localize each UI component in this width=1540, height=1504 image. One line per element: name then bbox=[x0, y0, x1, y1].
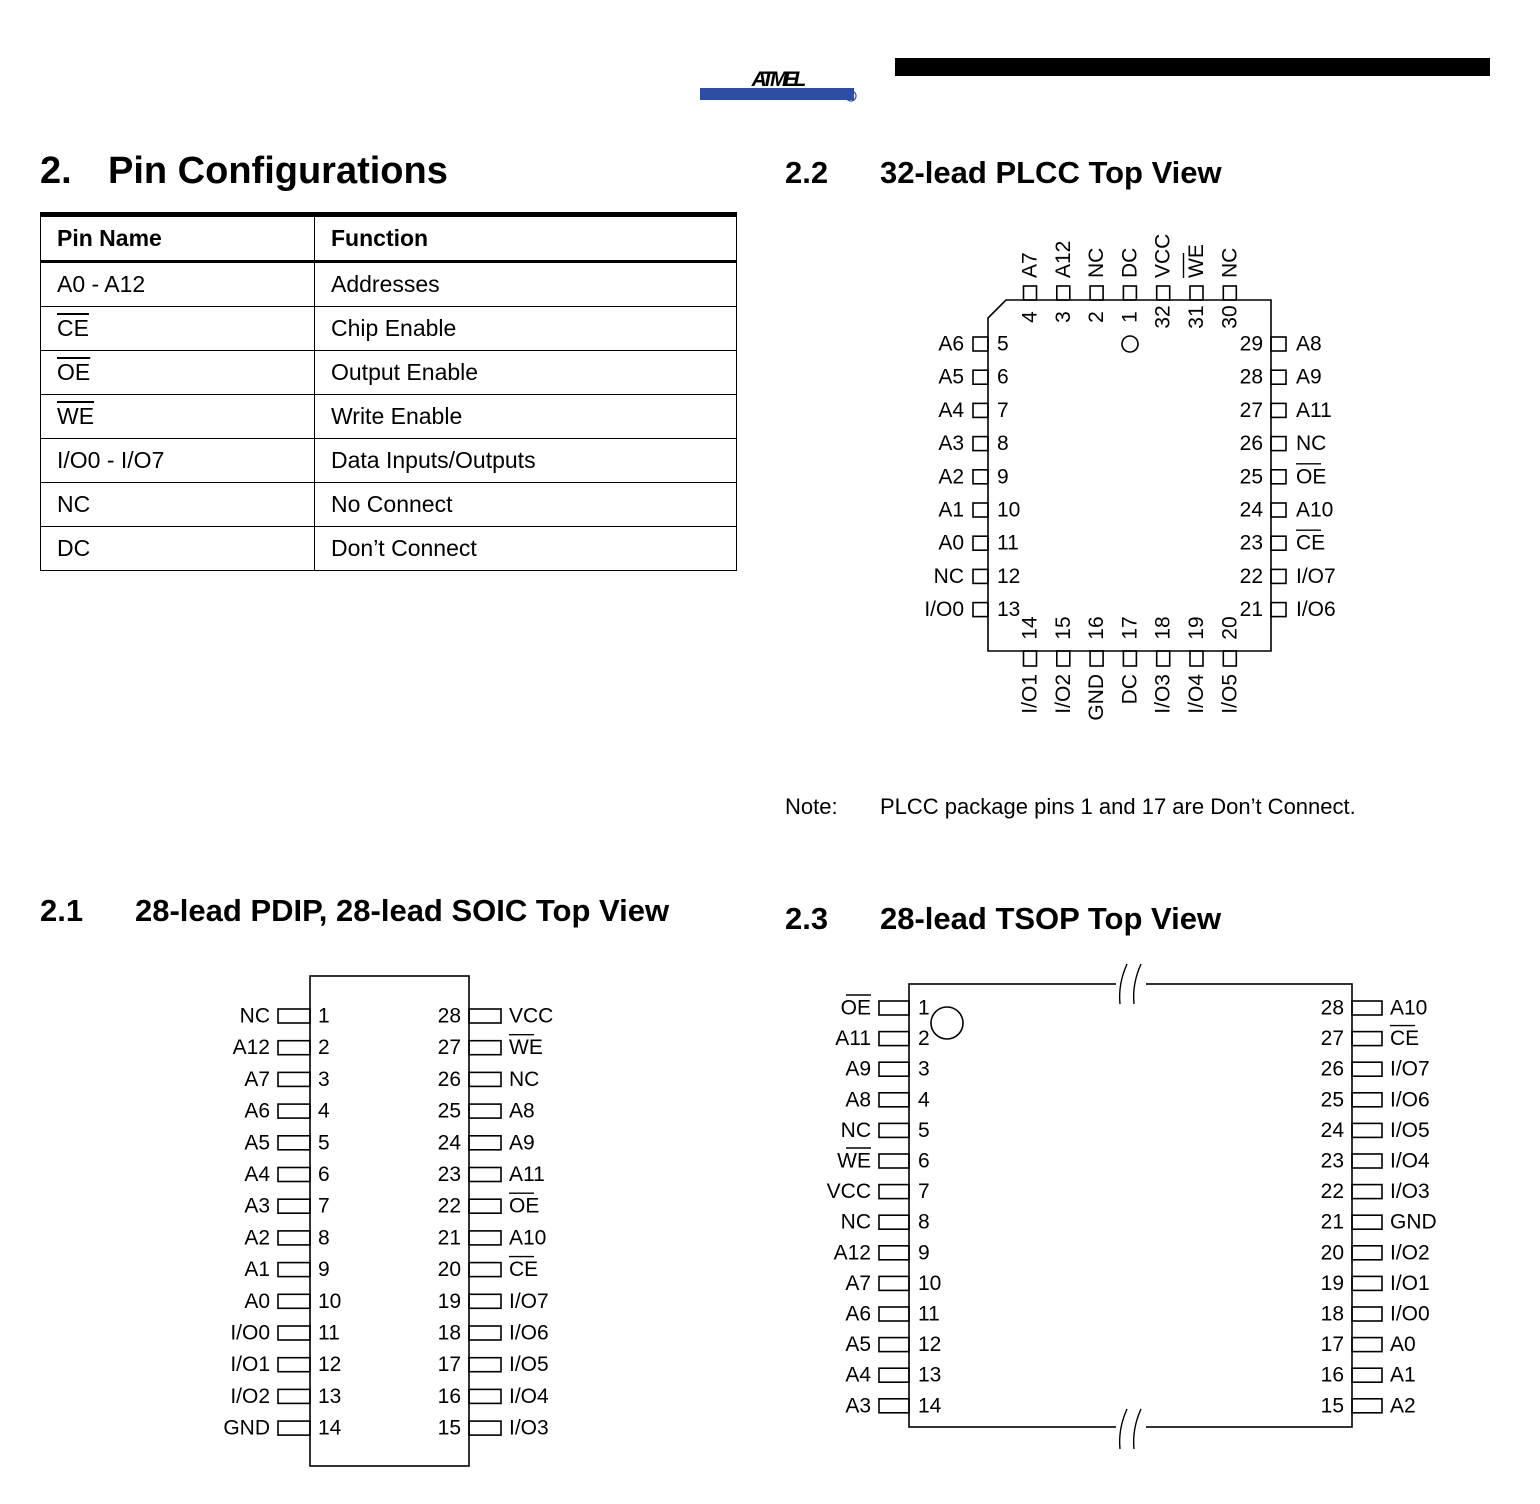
pin-label: A10 bbox=[1390, 996, 1428, 1020]
pin-lead bbox=[469, 1168, 501, 1182]
pin-lead bbox=[1352, 1032, 1382, 1046]
pin-label: NC bbox=[1085, 247, 1109, 278]
pin-lead bbox=[469, 1326, 501, 1340]
pin-lead bbox=[1352, 1276, 1382, 1290]
pin-number: 15 bbox=[1051, 616, 1075, 640]
pin-lead bbox=[973, 603, 988, 617]
pin-number: 18 bbox=[1320, 1302, 1344, 1326]
pin-number: 28 bbox=[1320, 996, 1344, 1020]
pin-label: WE bbox=[837, 1149, 871, 1173]
pin-label: A6 bbox=[244, 1099, 270, 1123]
pin-lead bbox=[973, 337, 988, 351]
pin-label: CE bbox=[1390, 1027, 1420, 1051]
pin-label: I/O1 bbox=[1390, 1271, 1430, 1295]
pin-number: 4 bbox=[918, 1088, 930, 1112]
pin-number: 22 bbox=[437, 1194, 461, 1218]
pin-lead bbox=[1271, 503, 1286, 517]
pin-number: 23 bbox=[1320, 1149, 1344, 1173]
pin-label: CE bbox=[509, 1258, 539, 1282]
pin-lead bbox=[879, 1123, 909, 1137]
pin-lead bbox=[1352, 1123, 1382, 1137]
pin-label: NC bbox=[239, 1004, 270, 1028]
pin-number: 25 bbox=[1239, 465, 1263, 489]
pin-lead bbox=[1352, 1338, 1382, 1352]
pin-lead bbox=[278, 1199, 310, 1213]
pin-label: OE bbox=[840, 996, 871, 1020]
pin-label: A6 bbox=[845, 1302, 871, 1326]
pin-label: GND bbox=[223, 1416, 270, 1440]
pin-lead bbox=[278, 1263, 310, 1277]
pin-lead bbox=[469, 1009, 501, 1023]
pin-number: 27 bbox=[1320, 1027, 1344, 1051]
pin-number: 7 bbox=[997, 398, 1009, 422]
pin-lead bbox=[1190, 286, 1203, 300]
pin-number: 8 bbox=[318, 1226, 330, 1250]
pin-label: I/O2 bbox=[230, 1384, 270, 1408]
pin-label: I/O6 bbox=[1296, 598, 1336, 622]
pin-lead bbox=[973, 370, 988, 384]
plcc-heading: 2.2 32-lead PLCC Top View bbox=[785, 155, 1222, 190]
pin-label: A11 bbox=[1296, 398, 1332, 422]
pin-label: NC bbox=[933, 564, 964, 588]
pin-number: 1 bbox=[318, 1004, 330, 1028]
pin-number: 22 bbox=[1320, 1180, 1344, 1204]
pin-lead bbox=[1123, 651, 1136, 666]
pin-number: 15 bbox=[1320, 1394, 1344, 1418]
pin-name-cell: $\overline{WE}$ bbox=[41, 395, 315, 439]
pin-number: 30 bbox=[1218, 305, 1242, 329]
pin-label: NC bbox=[840, 1210, 871, 1234]
pin-number: 22 bbox=[1239, 564, 1263, 588]
pin-label: I/O2 bbox=[1051, 674, 1075, 714]
pin-lead bbox=[469, 1041, 501, 1055]
pin-label: VCC bbox=[826, 1180, 871, 1204]
pin-number: 6 bbox=[318, 1163, 330, 1186]
pin-lead bbox=[278, 1136, 310, 1150]
pin-lead bbox=[278, 1072, 310, 1086]
section-title: 2. Pin Configurations bbox=[40, 150, 448, 192]
pin-number: 20 bbox=[1320, 1241, 1344, 1265]
pin-lead bbox=[1223, 286, 1236, 300]
pin-label: I/O3 bbox=[1390, 1180, 1430, 1204]
pin-label: A9 bbox=[1296, 365, 1322, 389]
pin-lead bbox=[469, 1389, 501, 1403]
pin-number: 26 bbox=[437, 1067, 461, 1091]
pin-lead bbox=[1271, 603, 1286, 617]
pin-number: 18 bbox=[1151, 616, 1175, 640]
pin-lead bbox=[879, 1093, 909, 1107]
pin-label: A4 bbox=[244, 1163, 270, 1186]
pin-number: 21 bbox=[1239, 598, 1263, 622]
pin-lead bbox=[278, 1104, 310, 1118]
pin-label: A5 bbox=[845, 1333, 871, 1357]
pin-label: I/O4 bbox=[1185, 674, 1208, 714]
pin-lead bbox=[469, 1199, 501, 1213]
pin-lead bbox=[469, 1294, 501, 1308]
pin-label: I/O3 bbox=[509, 1416, 549, 1440]
pin-label: GND bbox=[1085, 674, 1109, 721]
pin-lead bbox=[278, 1326, 310, 1340]
pin-lead bbox=[1271, 370, 1286, 384]
pin-label: NC bbox=[1218, 247, 1242, 278]
pin-label: I/O1 bbox=[1018, 674, 1042, 714]
pin-lead bbox=[1090, 651, 1103, 666]
pin-number: 25 bbox=[437, 1099, 461, 1123]
function-cell: Addresses bbox=[315, 262, 737, 307]
pin-label: A2 bbox=[1390, 1394, 1416, 1418]
pin-lead bbox=[1271, 536, 1286, 550]
pin-number: 12 bbox=[918, 1333, 942, 1357]
pin-lead bbox=[1352, 1307, 1382, 1321]
pin-number: 16 bbox=[1320, 1363, 1344, 1387]
pin-lead bbox=[879, 1276, 909, 1290]
function-cell: Chip Enable bbox=[315, 307, 737, 351]
pin-number: 17 bbox=[1320, 1333, 1344, 1357]
pin-label: I/O0 bbox=[1390, 1302, 1430, 1326]
pin-number: 4 bbox=[318, 1099, 330, 1123]
pin-label: A6 bbox=[938, 332, 964, 356]
pin-label: I/O6 bbox=[1390, 1088, 1430, 1112]
pin-label: I/O4 bbox=[1390, 1149, 1430, 1173]
pin-lead bbox=[973, 569, 988, 583]
pin-lead bbox=[1157, 286, 1170, 300]
pin-number: 21 bbox=[437, 1226, 461, 1250]
pin-lead bbox=[1123, 286, 1136, 300]
pin-number: 14 bbox=[918, 1394, 942, 1418]
pin-label: DC bbox=[1118, 247, 1142, 278]
pin-lead bbox=[1271, 569, 1286, 583]
function-header: Function bbox=[315, 215, 737, 262]
pin-number: 28 bbox=[437, 1004, 461, 1028]
pin-lead bbox=[1352, 1368, 1382, 1382]
pin-lead bbox=[879, 1307, 909, 1321]
pin-lead bbox=[1352, 1246, 1382, 1260]
pin-label: A5 bbox=[938, 365, 964, 389]
pin-number: 15 bbox=[437, 1416, 461, 1440]
pin-number: 4 bbox=[1018, 311, 1042, 323]
pin-lead bbox=[1352, 1062, 1382, 1076]
pin-lead bbox=[1057, 651, 1070, 666]
pin-label: A1 bbox=[1390, 1363, 1416, 1387]
pin-lead bbox=[469, 1263, 501, 1277]
pin-lead bbox=[973, 403, 988, 417]
pin-lead bbox=[1157, 651, 1170, 666]
pin-number: 26 bbox=[1320, 1057, 1344, 1081]
pin-number: 26 bbox=[1239, 432, 1263, 456]
pin-number: 21 bbox=[1320, 1210, 1344, 1234]
pin-label: I/O5 bbox=[509, 1353, 549, 1377]
pin-number: 32 bbox=[1151, 305, 1175, 329]
pin-lead bbox=[879, 1246, 909, 1260]
pin-number: 14 bbox=[318, 1416, 342, 1440]
pin-lead bbox=[278, 1389, 310, 1403]
pin-label: NC bbox=[840, 1118, 871, 1142]
pin-name-cell: I/O0 - I/O7 bbox=[41, 439, 315, 483]
pin-label: A8 bbox=[1296, 332, 1322, 356]
pin-lead bbox=[879, 1185, 909, 1199]
pin-label: I/O2 bbox=[1390, 1241, 1430, 1265]
pin-number: 20 bbox=[437, 1258, 461, 1282]
pin-number: 10 bbox=[918, 1271, 942, 1295]
pin-number: 3 bbox=[318, 1067, 330, 1091]
pin-lead bbox=[1352, 1001, 1382, 1015]
pin-number: 13 bbox=[918, 1363, 942, 1387]
pin-number: 6 bbox=[997, 365, 1009, 389]
pin-name-cell: DC bbox=[41, 527, 315, 571]
pin-number: 8 bbox=[918, 1210, 930, 1234]
pin-lead bbox=[278, 1421, 310, 1435]
pin-lead bbox=[469, 1231, 501, 1245]
pin-lead bbox=[469, 1421, 501, 1435]
tsop-diagram bbox=[827, 964, 1437, 1449]
pin-number: 24 bbox=[437, 1131, 461, 1155]
pin-label: A7 bbox=[244, 1067, 270, 1091]
pin-label: I/O0 bbox=[230, 1321, 270, 1345]
function-cell: Write Enable bbox=[315, 395, 737, 439]
pin-label: A3 bbox=[938, 432, 964, 456]
pin-number: 2 bbox=[318, 1036, 330, 1060]
pin-label: I/O6 bbox=[509, 1321, 549, 1345]
pin-label: VCC bbox=[1151, 233, 1175, 278]
pin-lead bbox=[1271, 337, 1286, 351]
pin-lead bbox=[469, 1104, 501, 1118]
pin-number: 13 bbox=[318, 1384, 342, 1408]
pin-lead bbox=[879, 1215, 909, 1229]
pin-label: A9 bbox=[845, 1057, 871, 1081]
pin-number: 7 bbox=[318, 1194, 330, 1218]
pin-number: 8 bbox=[997, 432, 1009, 456]
pin-number: 3 bbox=[1051, 311, 1075, 323]
pin-number: 27 bbox=[1239, 398, 1263, 422]
pin-label: A7 bbox=[1018, 252, 1042, 278]
pin-number: 23 bbox=[1239, 531, 1263, 555]
pin-label: A0 bbox=[244, 1289, 270, 1313]
pin-label: I/O0 bbox=[924, 598, 964, 622]
function-cell: Data Inputs/Outputs bbox=[315, 439, 737, 483]
pin-lead bbox=[278, 1231, 310, 1245]
pin-number: 11 bbox=[997, 531, 1019, 555]
pin-label: I/O5 bbox=[1218, 674, 1242, 714]
pin-label: A8 bbox=[845, 1088, 871, 1112]
function-cell: No Connect bbox=[315, 483, 737, 527]
pin-lead bbox=[1057, 286, 1070, 300]
pin-number: 23 bbox=[437, 1163, 461, 1186]
svg-text:ATMEL: ATMEL bbox=[751, 68, 803, 91]
pin-label: OE bbox=[1296, 465, 1327, 489]
pin-number: 9 bbox=[318, 1258, 330, 1282]
tsop-heading: 2.3 28-lead TSOP Top View bbox=[785, 901, 1222, 936]
pin-lead bbox=[879, 1032, 909, 1046]
pin-label: NC bbox=[509, 1067, 540, 1091]
pin-label: I/O3 bbox=[1151, 674, 1175, 714]
pin-label: A0 bbox=[938, 531, 964, 555]
pin-name-cell: $\overline{OE}$ bbox=[41, 351, 315, 395]
pin-number: 6 bbox=[918, 1149, 930, 1173]
pin-lead bbox=[1024, 286, 1037, 300]
pin-label: A12 bbox=[1051, 240, 1075, 278]
pin-number: 27 bbox=[437, 1036, 461, 1060]
pin-label: A1 bbox=[938, 498, 964, 522]
pin-lead bbox=[278, 1294, 310, 1308]
pin-label: I/O1 bbox=[230, 1353, 270, 1377]
pdip-diagram bbox=[223, 976, 553, 1466]
pin-name-cell: $\overline{CE}$ bbox=[41, 307, 315, 351]
pin-lead bbox=[469, 1358, 501, 1372]
pin-number: 5 bbox=[318, 1131, 330, 1155]
pin-number: 3 bbox=[918, 1057, 930, 1081]
pin-number: 29 bbox=[1239, 332, 1263, 356]
pin-label: A4 bbox=[845, 1363, 871, 1387]
tsop-package-body bbox=[909, 984, 1352, 1427]
pin-label: A10 bbox=[509, 1226, 547, 1250]
pin-number: 19 bbox=[437, 1289, 461, 1313]
pin-number: 10 bbox=[997, 498, 1021, 522]
plcc-note: Note: PLCC package pins 1 and 17 are Don’t Connect. bbox=[785, 794, 1356, 819]
pin-label: I/O7 bbox=[1390, 1057, 1430, 1081]
pin-label: A12 bbox=[232, 1036, 270, 1060]
pin-lead bbox=[973, 503, 988, 517]
pin-number: 24 bbox=[1320, 1118, 1344, 1142]
pin-number: 18 bbox=[437, 1321, 461, 1345]
pin-label: DC bbox=[1118, 674, 1142, 705]
pin-number: 17 bbox=[437, 1353, 461, 1377]
function-cell: Output Enable bbox=[315, 351, 737, 395]
pin-lead bbox=[973, 470, 988, 484]
pin-number: 1 bbox=[1118, 311, 1142, 323]
pin-lead bbox=[278, 1358, 310, 1372]
pin-label: A2 bbox=[938, 465, 964, 489]
pin-lead bbox=[1190, 651, 1203, 666]
pin-label: OE bbox=[509, 1194, 540, 1218]
pin-label: A1 bbox=[244, 1258, 270, 1282]
pin-label: WE bbox=[1185, 244, 1208, 278]
pin-number: 11 bbox=[318, 1321, 340, 1345]
pin-label: A5 bbox=[244, 1131, 270, 1155]
pin-name-cell: A0 - A12 bbox=[41, 262, 315, 307]
pin-label: A2 bbox=[244, 1226, 270, 1250]
pin-label: A9 bbox=[509, 1131, 535, 1155]
pin-lead bbox=[879, 1368, 909, 1382]
pin-lead bbox=[1352, 1399, 1382, 1413]
pin-lead bbox=[1352, 1154, 1382, 1168]
pin-number: 2 bbox=[918, 1027, 930, 1051]
pin-lead bbox=[1271, 403, 1286, 417]
pdip-heading: 2.1 28-lead PDIP, 28-lead SOIC Top View bbox=[40, 893, 670, 928]
pin-lead bbox=[879, 1154, 909, 1168]
pin-number: 11 bbox=[918, 1302, 940, 1326]
pin-number: 14 bbox=[1018, 616, 1042, 640]
pin-number: 10 bbox=[318, 1289, 342, 1313]
pin-lead bbox=[879, 1001, 909, 1015]
pin-number: 24 bbox=[1239, 498, 1263, 522]
pin-label: I/O5 bbox=[1390, 1118, 1430, 1142]
plcc-diagram bbox=[924, 234, 1335, 721]
pin-lead bbox=[1223, 651, 1236, 666]
pin-lead bbox=[1271, 437, 1286, 451]
pin-number: 12 bbox=[318, 1353, 342, 1377]
pin-lead bbox=[1090, 286, 1103, 300]
pin-lead bbox=[278, 1041, 310, 1055]
pin-number: 1 bbox=[918, 996, 930, 1020]
pin-lead bbox=[1352, 1185, 1382, 1199]
pin-lead bbox=[879, 1338, 909, 1352]
pin-label: VCC bbox=[509, 1004, 554, 1028]
pin-number: 19 bbox=[1320, 1271, 1344, 1295]
pin-number: 2 bbox=[1085, 311, 1109, 323]
pin-number: 9 bbox=[918, 1241, 930, 1265]
pin-lead bbox=[879, 1062, 909, 1076]
pin-name-header: Pin Name bbox=[41, 215, 315, 262]
pin-number: 17 bbox=[1118, 616, 1142, 640]
pin-lead bbox=[879, 1399, 909, 1413]
pin-lead bbox=[973, 437, 988, 451]
pin-label: I/O7 bbox=[1296, 564, 1336, 588]
pin-label: A8 bbox=[509, 1099, 535, 1123]
pin-number: 16 bbox=[1085, 616, 1109, 640]
pin-number: 25 bbox=[1320, 1088, 1344, 1112]
pin1-indicator bbox=[1122, 336, 1138, 352]
pin-number: 9 bbox=[997, 465, 1009, 489]
pin-label: CE bbox=[1296, 531, 1326, 555]
pin-number: 5 bbox=[918, 1118, 930, 1142]
pin-label: A3 bbox=[845, 1394, 871, 1418]
pin-lead bbox=[973, 536, 988, 550]
function-cell: Don’t Connect bbox=[315, 527, 737, 571]
pin-lead bbox=[278, 1168, 310, 1182]
pin-number: 28 bbox=[1239, 365, 1263, 389]
pin-lead bbox=[1352, 1093, 1382, 1107]
pin-label: NC bbox=[1296, 432, 1327, 456]
pin-label: A11 bbox=[509, 1163, 545, 1186]
pin-label: A11 bbox=[835, 1027, 871, 1051]
pin-label: A0 bbox=[1390, 1333, 1416, 1357]
pin-number: 5 bbox=[997, 332, 1009, 356]
pin-number: 20 bbox=[1218, 616, 1242, 640]
pin-name-cell: NC bbox=[41, 483, 315, 527]
pin-number: 31 bbox=[1185, 305, 1208, 329]
pin-label: I/O7 bbox=[509, 1289, 549, 1313]
pin-label: WE bbox=[509, 1036, 543, 1060]
pin-label: GND bbox=[1390, 1210, 1437, 1234]
pin-label: A3 bbox=[244, 1194, 270, 1218]
pin-label: A12 bbox=[833, 1241, 871, 1265]
pin-lead bbox=[1271, 470, 1286, 484]
pin-label: A10 bbox=[1296, 498, 1334, 522]
pin-label: A7 bbox=[845, 1271, 871, 1295]
pin1-indicator bbox=[931, 1007, 963, 1039]
pin-number: 16 bbox=[437, 1384, 461, 1408]
pin-lead bbox=[469, 1072, 501, 1086]
pin-label: A4 bbox=[938, 398, 964, 422]
pin-label: I/O4 bbox=[509, 1384, 549, 1408]
pin-number: 13 bbox=[997, 598, 1021, 622]
pin-number: 19 bbox=[1185, 616, 1208, 640]
pin-lead bbox=[1024, 651, 1037, 666]
pin-number: 7 bbox=[918, 1180, 930, 1204]
pin-number: 12 bbox=[997, 564, 1021, 588]
pin-lead bbox=[469, 1136, 501, 1150]
pin-lead bbox=[1352, 1215, 1382, 1229]
pin-lead bbox=[278, 1009, 310, 1023]
